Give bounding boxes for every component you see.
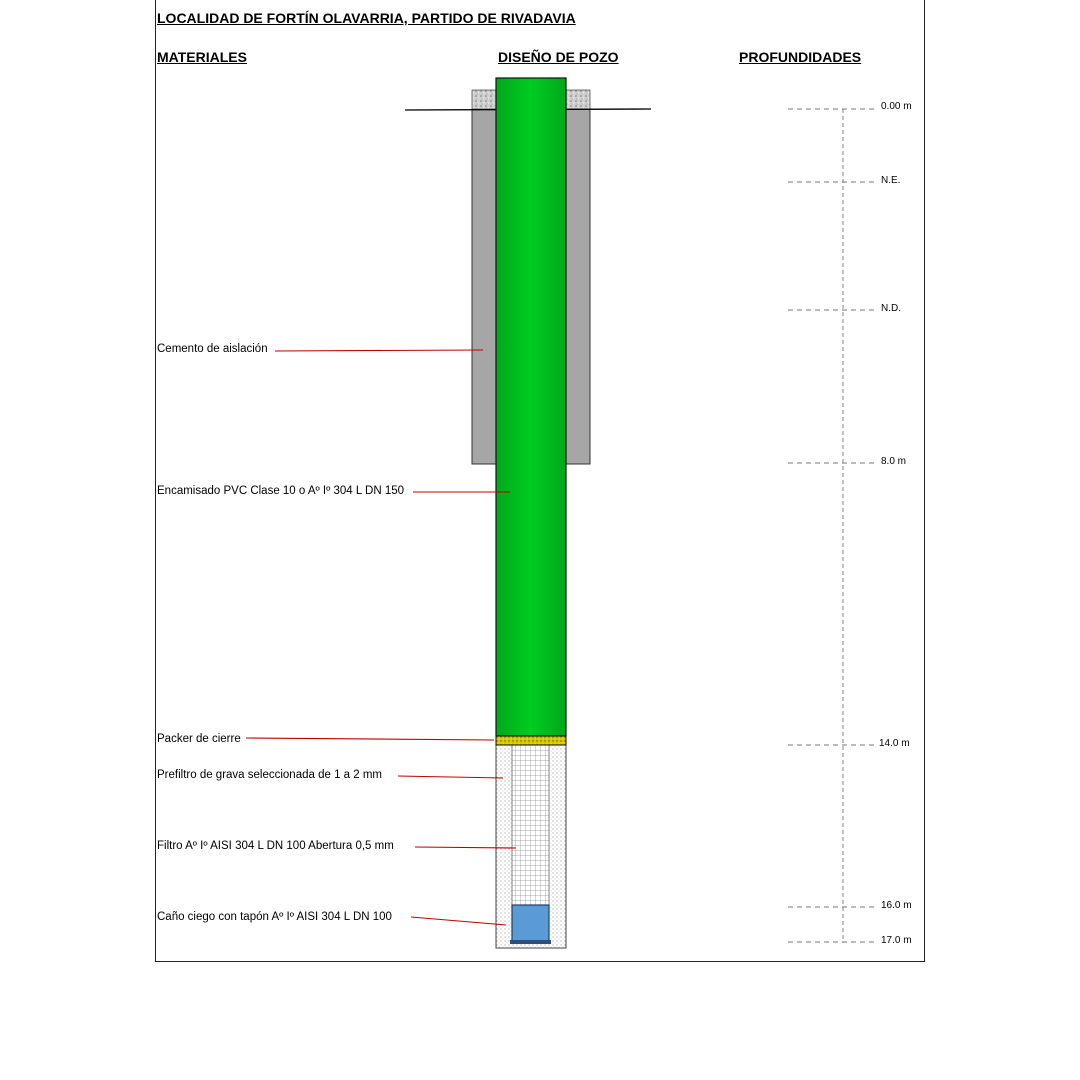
page-title: LOCALIDAD DE FORTÍN OLAVARRIA, PARTIDO DE RIVADAVIA xyxy=(157,10,576,26)
depth-label-14: 14.0 m xyxy=(879,738,910,749)
material-label-prefilter: Prefiltro de grava seleccionada de 1 a 2 mm xyxy=(157,769,383,781)
material-label-blank-pipe: Caño ciego con tapón Aº Iº AISI 304 L DN 100 xyxy=(157,911,392,923)
depth-label-0: 0.00 m xyxy=(881,101,912,112)
depths-header: PROFUNDIDADES xyxy=(739,49,862,65)
surface-pad-right xyxy=(566,90,590,109)
surface-pad-left xyxy=(472,90,496,109)
material-label-casing: Encamisado PVC Clase 10 o Aº Iº 304 L DN 150 xyxy=(157,485,405,497)
depth-label-16: 16.0 m xyxy=(881,900,912,911)
packer-seal xyxy=(496,736,566,745)
depth-label-17: 17.0 m xyxy=(881,935,912,946)
leader-blank-pipe xyxy=(411,917,506,925)
material-label-packer: Packer de cierre xyxy=(157,733,241,745)
material-label-cement: Cemento de aislación xyxy=(157,343,268,355)
end-cap xyxy=(510,940,551,944)
leader-cement xyxy=(275,350,483,351)
well-design-header: DISEÑO DE POZO xyxy=(498,49,619,65)
pvc-casing xyxy=(496,78,566,736)
blank-pipe xyxy=(512,905,549,941)
depth-label-8: 8.0 m xyxy=(881,456,907,467)
material-label-filter: Filtro Aº Iº AISI 304 L DN 100 Abertura 0,5 mm xyxy=(157,840,394,852)
depth-label-ne: N.E. xyxy=(881,175,901,186)
materials-header: MATERIALES xyxy=(157,49,247,65)
leader-packer xyxy=(246,738,494,740)
leader-prefilter xyxy=(398,776,503,778)
screen-filter xyxy=(512,745,549,905)
depth-label-nd: N.D. xyxy=(881,303,901,314)
